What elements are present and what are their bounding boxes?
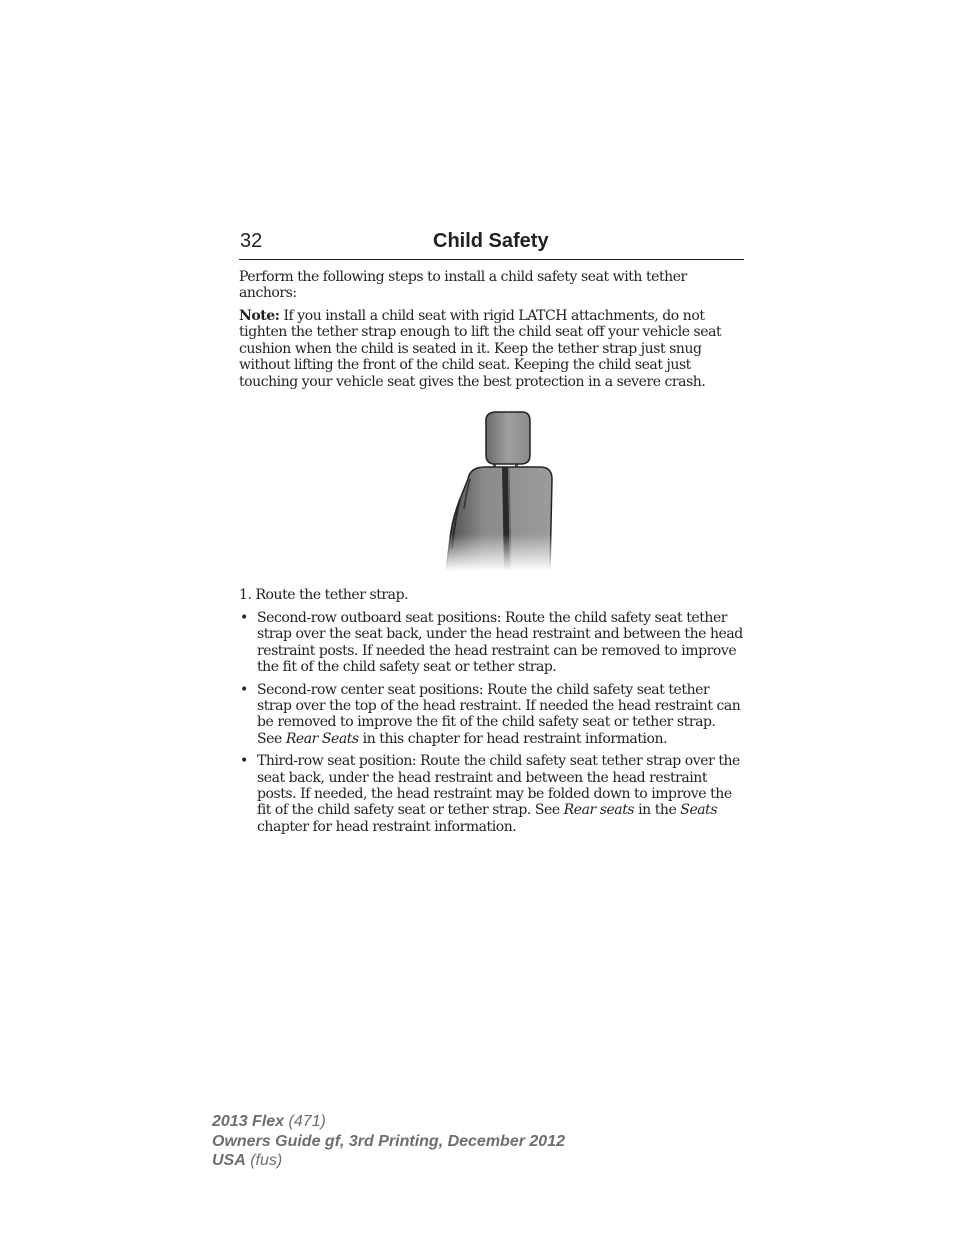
note-paragraph <box>239 308 744 390</box>
cross-reference: Seats <box>680 802 718 819</box>
list-item <box>239 753 744 835</box>
footer-code: (471) <box>284 1113 326 1130</box>
bullet-icon: • <box>240 681 248 698</box>
bullet-text: in this chapter for head restraint information. <box>358 730 668 747</box>
cross-reference: Rear seats <box>563 802 635 819</box>
page-header <box>239 229 744 260</box>
page-number: 32 <box>240 230 263 252</box>
section-title: Child Safety <box>433 230 549 252</box>
bullet-text: Second-row outboard seat positions: Route the child safety seat tether strap over the seat back, under the head restraint and between the head restraint posts. If needed the head restraint can be removed to improve the fit of the child safety seat or tether strap. <box>257 610 743 676</box>
footer-market: USA <box>212 1152 246 1169</box>
instruction-list <box>239 610 744 841</box>
bullet-text: chapter for head restraint information. <box>257 818 517 835</box>
bullet-text: in the <box>634 802 681 819</box>
bullet-icon: • <box>240 753 248 770</box>
note-label: Note: <box>239 308 280 324</box>
footer-guide: Owners Guide gf, 3rd Printing, December 2012 <box>212 1132 565 1150</box>
note-text: If you install a child seat with rigid LATCH attachments, do not tighten the tether strap enough to lift the child seat off your vehicle seat cushion when the child is seated in it. Keep the tether strap just snug without lifting the front of the child seat. Keeping the child seat just touching your vehicle seat gives the best protection in a severe crash. <box>239 308 722 390</box>
bullet-text: Third-row seat position: Route the child safety seat tether strap over the seat back, under the head restraint and between the head restraint posts. If needed, the head restraint may be folded down to improve the fit of the child safety seat or tether strap. See <box>257 753 740 819</box>
footer-model: 2013 Flex <box>212 1113 285 1130</box>
footer-market-code: (fus) <box>245 1152 283 1169</box>
cross-reference: Rear Seats <box>285 730 359 747</box>
list-item <box>239 610 744 676</box>
step-1: 1. Route the tether strap. <box>239 587 409 603</box>
seat-icon <box>440 409 558 571</box>
intro-paragraph: Perform the following steps to install a child safety seat with tether anchors: <box>239 269 687 302</box>
seat-tether-illustration <box>440 409 558 571</box>
bullet-text: Second-row center seat positions: Route the child safety seat tether strap over the top of the head restraint. If needed the head restraint can be removed to improve the fit of the child safety seat or tether strap. See <box>257 681 741 747</box>
bullet-icon: • <box>240 610 248 626</box>
list-item <box>239 682 744 748</box>
page-footer <box>212 1112 565 1171</box>
